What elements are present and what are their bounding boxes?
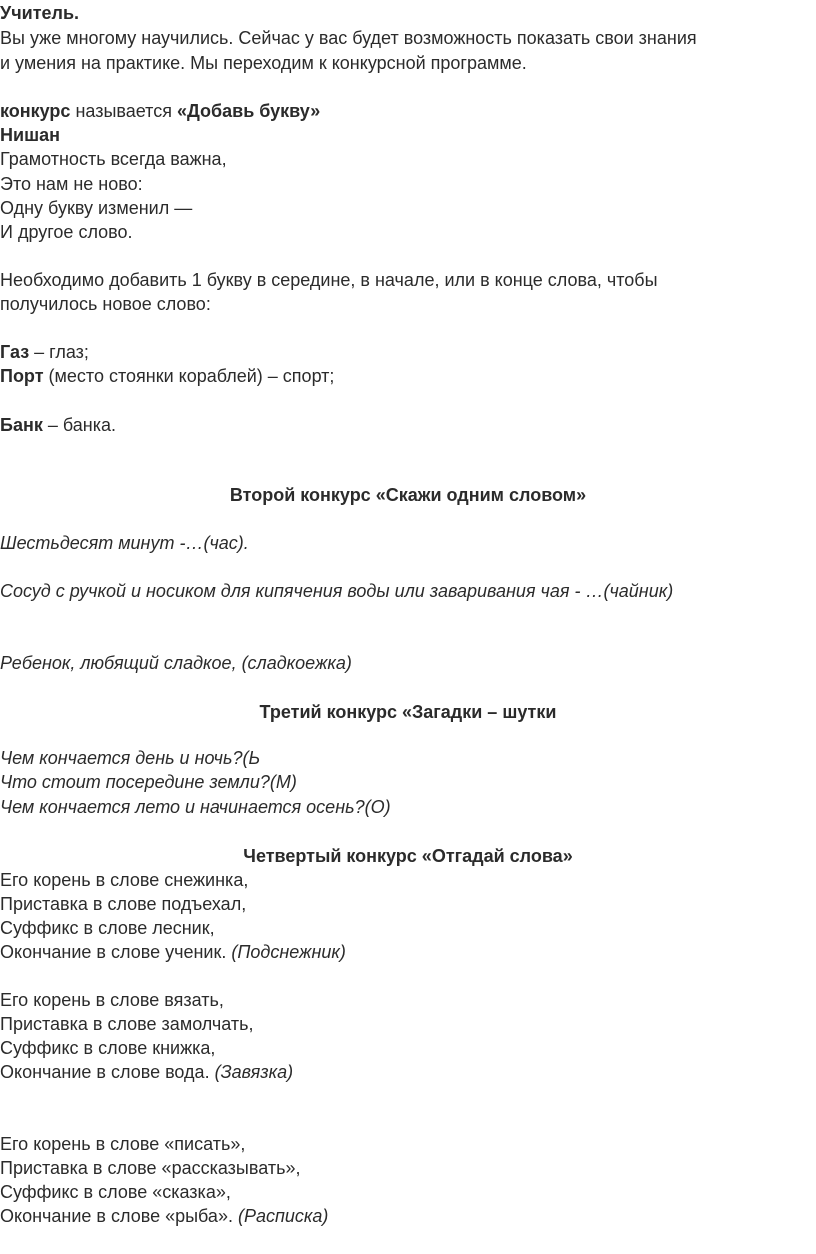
joke-item: Что стоит посередине земли?(М) — [0, 772, 297, 792]
riddle-line: Его корень в слове «писать», — [0, 1134, 246, 1154]
poem-line: Грамотность всегда важна, — [0, 149, 227, 169]
riddle-line: Суффикс в слове книжка, — [0, 1038, 216, 1058]
riddle-answer: (Подснежник) — [231, 942, 346, 962]
word-item: Банк – банка. — [0, 415, 116, 435]
joke-item: Чем кончается лето и начинается осень?(О) — [0, 797, 391, 817]
joke-item: Чем кончается день и ночь?(Ь — [0, 748, 261, 768]
contest2-heading: Второй конкурс «Скажи одним словом» — [229, 485, 587, 505]
riddle-line: Его корень в слове снежинка, — [0, 870, 249, 890]
riddle-line: Окончание в слове ученик. (Подснежник) — [0, 942, 346, 962]
word-item: Порт (место стоянки кораблей) – спорт; — [0, 366, 335, 386]
riddle-item: Ребенок, любящий сладкое, (сладкоежка) — [0, 653, 352, 673]
riddle-line: Суффикс в слове «сказка», — [0, 1182, 231, 1202]
contest3-heading: Третий конкурс «Загадки – шутки — [259, 702, 557, 722]
intro-line-2: и умения на практике. Мы переходим к конкурсной программе. — [0, 53, 527, 73]
riddle-line: Приставка в слове «рассказывать», — [0, 1158, 301, 1178]
intro-line-1: Вы уже многому научились. Сейчас у вас будет возможность показать свои знания — [0, 28, 697, 48]
poem-line: И другое слово. — [0, 222, 133, 242]
riddle-line: Приставка в слове подъехал, — [0, 894, 247, 914]
task-line-1: Необходимо добавить 1 букву в середине, в начале, или в конце слова, чтобы — [0, 270, 658, 290]
poem-line: Это нам не ново: — [0, 174, 143, 194]
riddle-line: Окончание в слове «рыба». (Расписка) — [0, 1206, 329, 1226]
riddle-line: Окончание в слове вода. (Завязка) — [0, 1062, 294, 1082]
riddle-item: Шестьдесят минут -…(час). — [0, 533, 249, 553]
riddle-answer: (Завязка) — [214, 1062, 294, 1082]
riddle-item: Сосуд с ручкой и носиком для кипячения воды или заваривания чая - …(чайник) — [0, 581, 674, 601]
contest1-speaker: Нишан — [0, 125, 60, 145]
contest4-heading: Четвертый конкурс «Отгадай слова» — [243, 846, 573, 866]
word-item: Газ – глаз; — [0, 342, 89, 362]
contest1-title: конкурс называется «Добавь букву» — [0, 101, 321, 121]
teacher-label: Учитель. — [0, 3, 80, 23]
riddle-line: Приставка в слове замолчать, — [0, 1014, 254, 1034]
riddle-line: Суффикс в слове лесник, — [0, 918, 215, 938]
riddle-line: Его корень в слове вязать, — [0, 990, 224, 1010]
task-line-2: получилось новое слово: — [0, 294, 211, 314]
riddle-answer: (Расписка) — [237, 1206, 329, 1226]
poem-line: Одну букву изменил — — [0, 198, 193, 218]
